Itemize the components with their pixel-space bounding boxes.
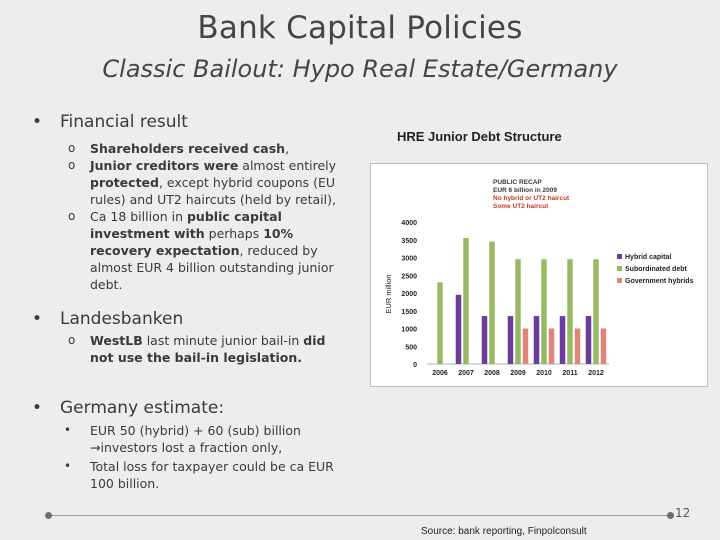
germany-item-2: • Total loss for taxpayer could be ca EUR 100 billion. xyxy=(64,459,334,491)
chart-annotation-line: No hybrid or UT2 haircut xyxy=(493,195,570,202)
y-tick-label: 1000 xyxy=(401,326,417,334)
bar-subordinated-debt xyxy=(515,259,521,364)
y-tick-label: 0 xyxy=(413,362,417,369)
legend-swatch xyxy=(617,266,622,271)
bar-chart xyxy=(371,164,707,386)
bullet-dot: • xyxy=(32,309,43,329)
legend-swatch xyxy=(617,278,622,283)
bar-government-hybrids xyxy=(575,329,581,365)
bullet-financial-result xyxy=(32,112,188,132)
germany-item-1: • EUR 50 (hybrid) + 60 (sub) billion →investors lost a fraction only, xyxy=(64,423,301,455)
y-tick-label: 500 xyxy=(405,344,417,352)
bar-subordinated-debt xyxy=(593,259,599,364)
bar-hybrid-capital xyxy=(586,316,592,364)
landesbanken-item-1: o WestLB last minute junior bail-in did not use the bail-in legislation. xyxy=(68,333,326,365)
bullet-heading: Financial result xyxy=(60,112,188,132)
bullet-landesbanken xyxy=(32,309,184,329)
bar-subordinated-debt xyxy=(541,259,547,364)
bar-subordinated-debt xyxy=(567,259,573,364)
slide-subtitle: Classic Bailout: Hypo Real Estate/Germany xyxy=(102,55,618,83)
footer-divider-right-dot xyxy=(667,512,674,519)
bar-subordinated-debt xyxy=(463,238,469,364)
legend-label: Government hybrids xyxy=(625,278,694,285)
bar-government-hybrids xyxy=(523,329,529,365)
x-tick-label: 2011 xyxy=(562,370,578,377)
bullet-germany-estimate xyxy=(32,398,225,418)
chart-title: HRE Junior Debt Structure xyxy=(397,129,562,144)
bar-hybrid-capital xyxy=(482,316,488,364)
y-tick-label: 1500 xyxy=(401,308,417,316)
y-tick-label: 2500 xyxy=(401,273,417,281)
bullet-dot: • xyxy=(32,112,43,132)
page-number: 12 xyxy=(675,506,691,520)
x-tick-label: 2009 xyxy=(510,370,526,377)
bullet-heading: Germany estimate: xyxy=(60,398,225,418)
legend-label: Hybrid capital xyxy=(625,254,672,261)
legend-swatch xyxy=(617,254,622,259)
x-tick-label: 2008 xyxy=(484,370,500,377)
chart-annotation-line: PUBLIC RECAP xyxy=(493,179,542,186)
bar-subordinated-debt xyxy=(437,282,443,364)
financial-item-2: o Junior creditors were almost entirely protected, except hybrid coupons (EU rules) and UT2 haircuts (held by retail), xyxy=(68,158,337,207)
chart-panel xyxy=(370,163,708,387)
chart-annotation-line: Some UT2 haircut xyxy=(493,203,549,210)
footer-divider-left-dot xyxy=(45,512,52,519)
y-tick-label: 3000 xyxy=(401,255,417,263)
x-tick-label: 2012 xyxy=(588,370,604,377)
bar-hybrid-capital xyxy=(456,295,462,364)
bar-government-hybrids xyxy=(549,329,555,365)
y-tick-label: 4000 xyxy=(401,220,417,227)
footer-divider xyxy=(48,515,670,516)
x-tick-label: 2010 xyxy=(536,370,552,377)
y-tick-label: 3500 xyxy=(401,237,417,245)
bar-hybrid-capital xyxy=(534,316,540,364)
chart-annotation-line: EUR 6 billion in 2009 xyxy=(493,187,557,194)
slide-title: Bank Capital Policies xyxy=(197,10,523,46)
bar-subordinated-debt xyxy=(489,242,495,364)
source-note: Source: bank reporting, Finpolconsult xyxy=(421,526,587,537)
bar-hybrid-capital xyxy=(560,316,566,364)
bar-hybrid-capital xyxy=(508,316,514,364)
bullet-heading: Landesbanken xyxy=(60,309,184,329)
legend-label: Subordinated debt xyxy=(625,266,687,273)
x-tick-label: 2007 xyxy=(458,370,474,377)
bullet-dot: • xyxy=(32,398,43,418)
bar-government-hybrids xyxy=(601,329,607,365)
financial-item-3: o Ca 18 billion in public capital investment with perhaps 10% recovery expectation, reduced by almost EUR 4 billion outstanding junior debt. xyxy=(68,209,334,292)
financial-item-1: o Shareholders received cash, xyxy=(68,141,290,156)
y-tick-label: 2000 xyxy=(401,291,417,298)
x-tick-label: 2006 xyxy=(432,370,448,377)
y-axis-label: EUR million xyxy=(384,274,393,314)
